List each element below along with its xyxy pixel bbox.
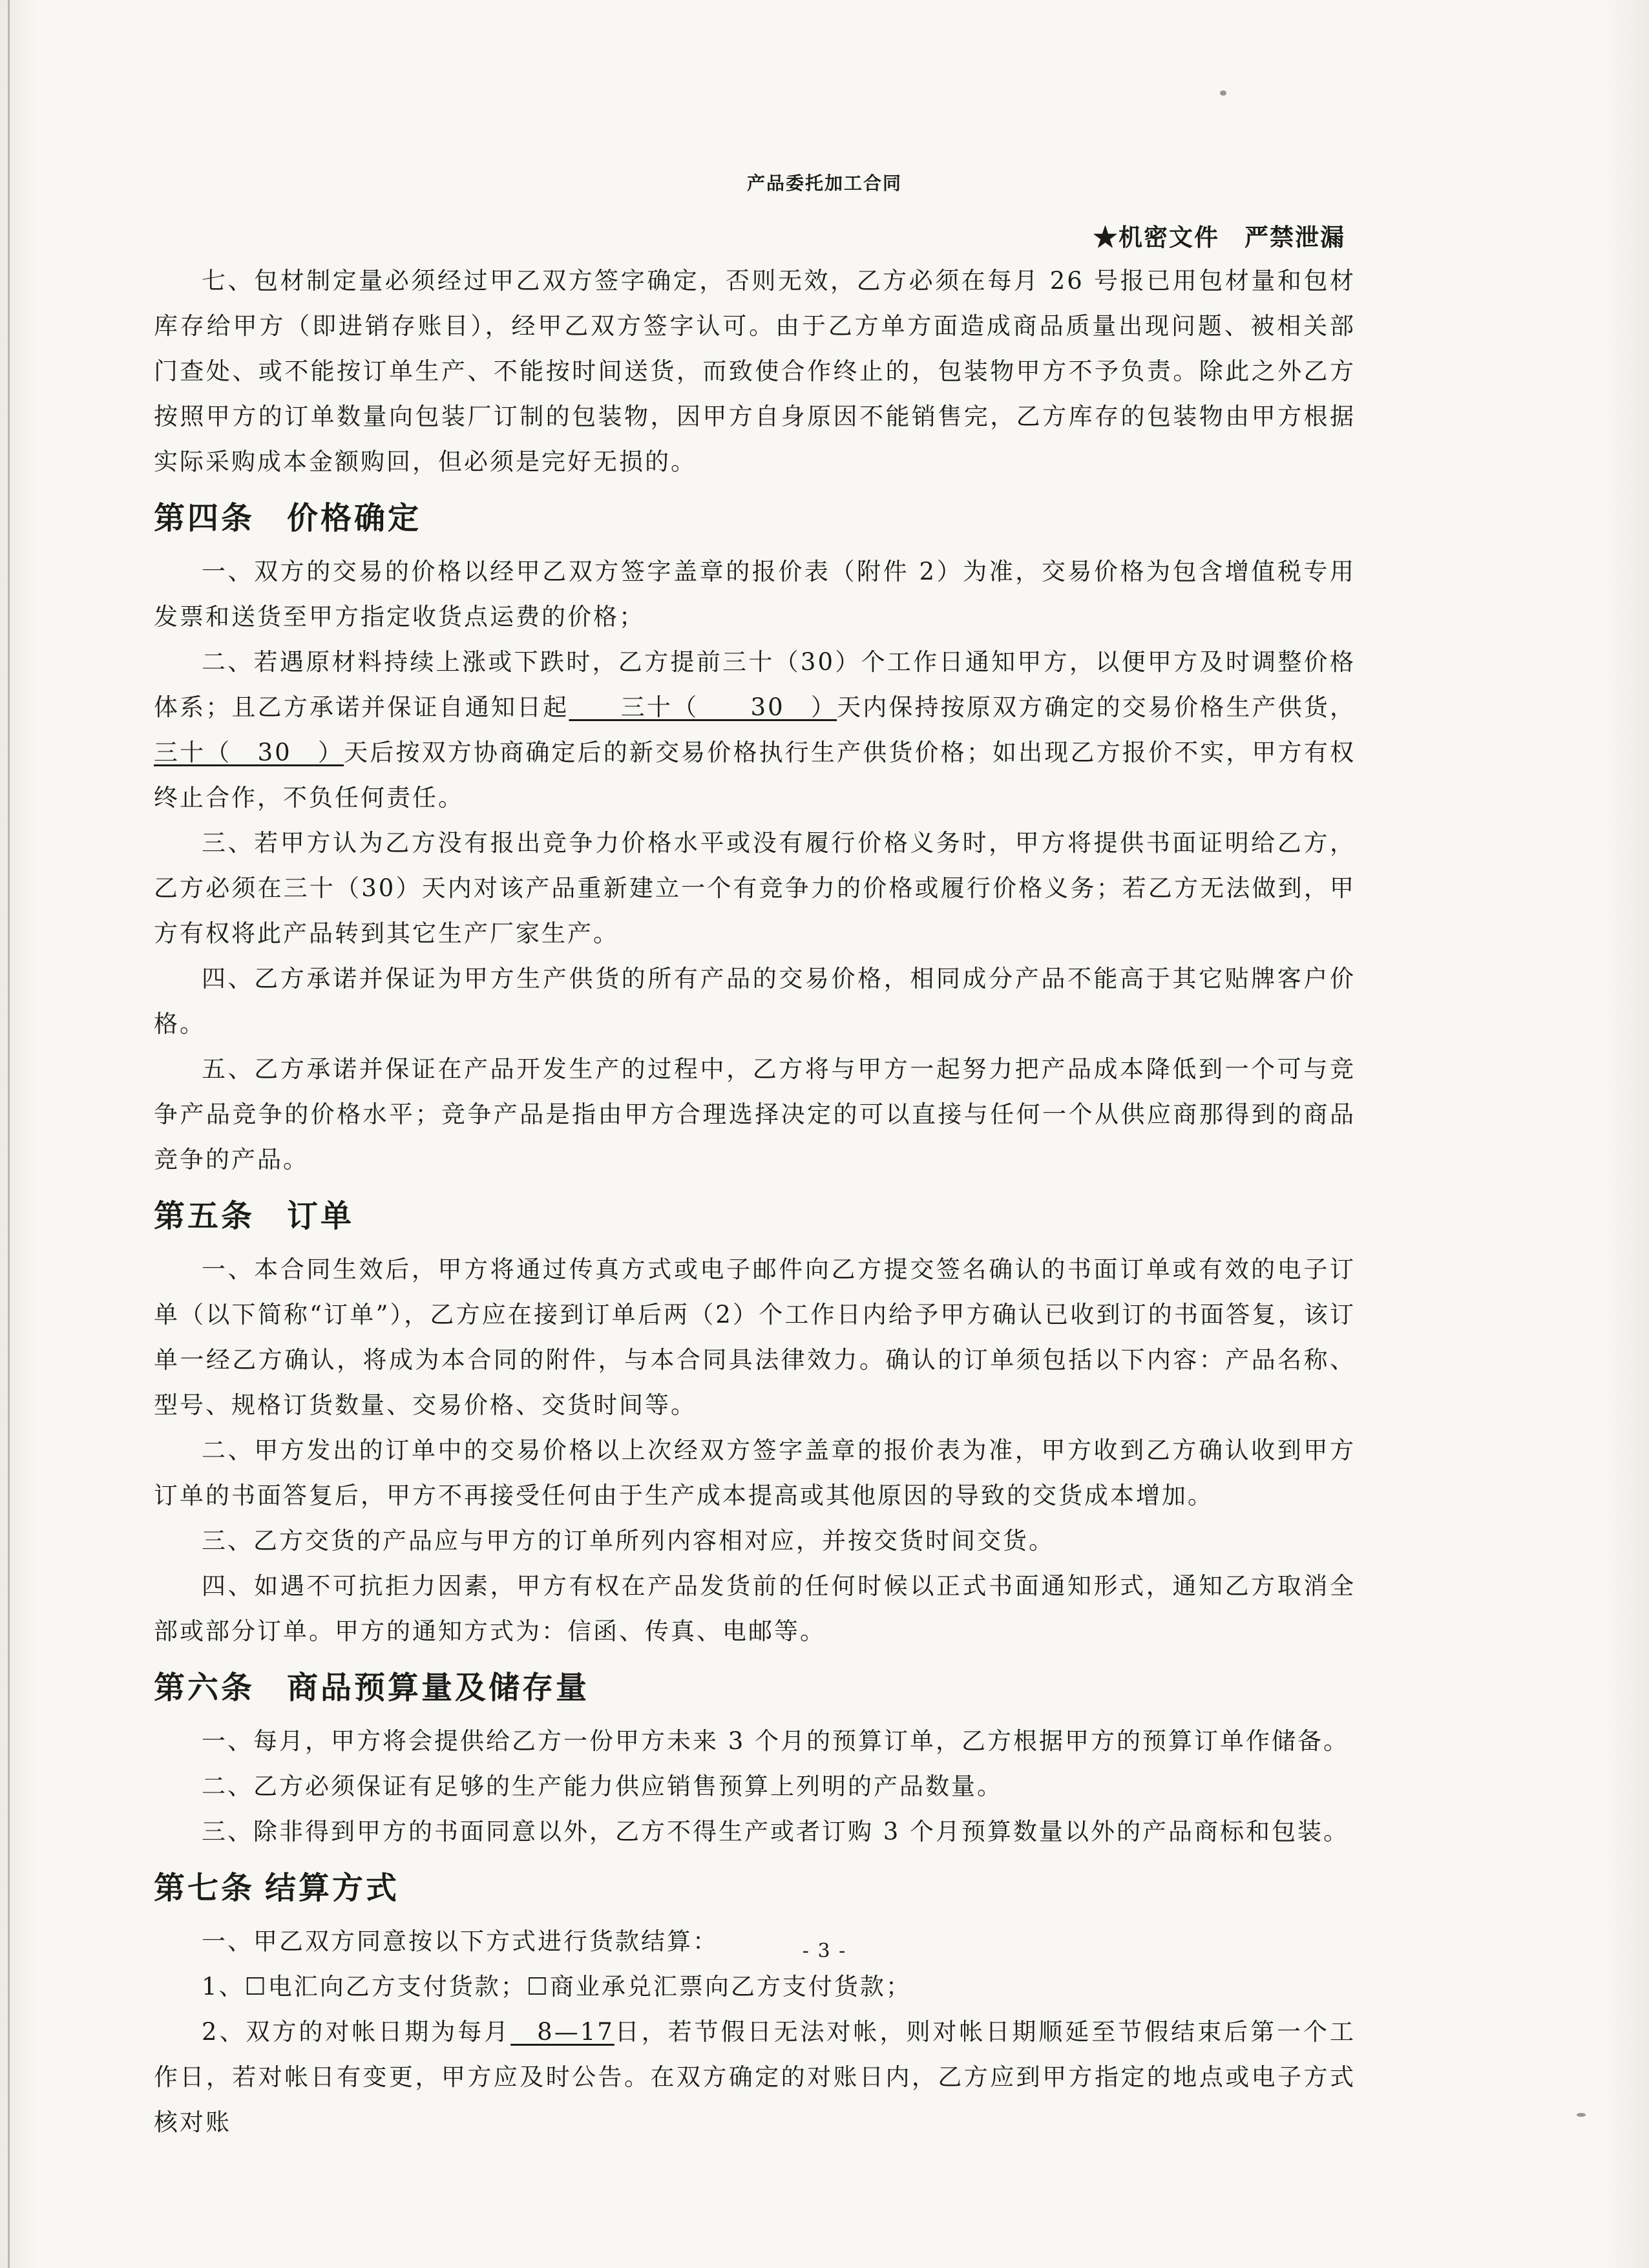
article7-clause2: 1、☐电汇向乙方支付货款；☐商业承兑汇票向乙方支付货款； (202, 1973, 912, 2000)
article4-clause3: 三、若甲方认为乙方没有报出竞争力价格水平或没有履行价格义务时，甲方将提供书面证明给乙方，乙方必须在三十（30）天内对该产品重新建立一个有竞争力的价格或履行价格义务；若乙方无法做到，甲方有权将此产品转到其它生产厂家生产。 (154, 829, 1356, 947)
article4-title: 价格确定 (287, 500, 422, 536)
article7-heading (154, 1862, 1356, 1914)
contract-body (154, 258, 1356, 2145)
article7-clause1: 一、甲乙双方同意按以下方式进行货款结算： (202, 1927, 719, 1955)
article4-clause1: 一、双方的交易的价格以经甲乙双方签字盖章的报价表（附件 2）为准，交易价格为包含增值税专用发票和送货至甲方指定收货点运费的价格； (154, 558, 1356, 631)
article5-title: 订单 (287, 1198, 355, 1234)
article5-clause4: 四、如遇不可抗拒力因素，甲方有权在产品发货前的任何时候以正式书面通知形式，通知乙方取消全部或部分订单。甲方的通知方式为：信函、传真、电邮等。 (154, 1572, 1356, 1645)
article7-reconcile-date: 8—17 (510, 2018, 614, 2046)
page-binding-edge (8, 0, 10, 2268)
article6-clause3: 三、除非得到甲方的书面同意以外，乙方不得生产或者订购 3 个月预算数量以外的产品商标和包装。 (202, 1818, 1350, 1845)
article7-clause3-text-a: 2、双方的对帐日期为每月 (202, 2018, 511, 2046)
article5-clause2: 二、甲方发出的订单中的交易价格以上次经双方签字盖章的报价表为准，甲方收到乙方确认收到甲方订单的书面答复后，甲方不再接受任何由于生产成本提高或其他原因的导致的交货成本增加。 (154, 1436, 1356, 1509)
article4-clause4: 四、乙方承诺并保证为甲方生产供货的所有产品的交易价格，相同成分产品不能高于其它贴牌客户价格。 (154, 965, 1356, 1038)
article5-number: 第五条 (154, 1198, 255, 1234)
document-title: 产品委托加工合同 (746, 173, 902, 194)
scan-speck (1577, 2113, 1586, 2117)
article4-heading (154, 492, 1356, 544)
article6-clause1: 一、每月，甲方将会提供给乙方一份甲方未来 3 个月的预算订单，乙方根据甲方的预算订单作储备。 (202, 1727, 1350, 1755)
article4-clause2-text-a: 二、若遇原材料持续上涨或下跌时，乙方提前三十（30）个工作日通知甲方，以便甲方及时调整价格体系；且乙方承诺并保证自通知日起 (154, 648, 1356, 721)
article6-title: 商品预算量及储存量 (287, 1670, 590, 1706)
article4-clause5: 五、乙方承诺并保证在产品开发生产的过程中，乙方将与甲方一起努力把产品成本降低到一个可与竞争产品竞争的价格水平；竞争产品是指由甲方合理选择决定的可以直接与任何一个从供应商那得到的商品竞争的产品。 (154, 1055, 1356, 1173)
section3-clause7: 七、包材制定量必须经过甲乙双方签字确定，否则无效，乙方必须在每月 26 号报已用包材量和包材库存给甲方（即进销存账目），经甲乙双方签字认可。由于乙方单方面造成商品质量出现问题、被相关部门查处、或不能按订单生产、不能按时间送货，而致使合作终止的，包装物甲方不予负责。除此之外乙方按照甲方的订单数量向包装厂订制的包装物，因甲方自身原因不能销售完，乙方库存的包装物由甲方根据实际采购成本金额购回，但必须是完好无损的。 (154, 267, 1356, 476)
article4-clause2-blank-1: 三十（ 30 ） (569, 693, 837, 721)
article4-number: 第四条 (154, 500, 255, 536)
page-number: - 3 - (802, 1940, 847, 1962)
scan-speck (1220, 90, 1226, 96)
article4-clause2 (154, 640, 1356, 821)
article7-title: 结算方式 (265, 1870, 400, 1906)
article4-clause2-text-b: 天内保持按原双方确定的交易价格生产供货， (837, 693, 1356, 721)
confidential-mark: ★机密文件 严禁泄漏 (1093, 223, 1345, 251)
article4-clause2-blank-2: 三十（ 30 ） (154, 739, 344, 766)
article5-heading (154, 1190, 1356, 1242)
article7-clause3-text-b: 日，若节假日无法对帐，则对帐日期顺延至节假结束后第一个工作日，若对帐日有变更，甲方应及时公告。在双方确定的对账日内，乙方应到甲方指定的地点或电子方式核对账 (154, 2018, 1356, 2136)
article6-heading (154, 1662, 1356, 1714)
article7-number: 第七条 (154, 1870, 255, 1906)
article5-clause1: 一、本合同生效后，甲方将通过传真方式或电子邮件向乙方提交签名确认的书面订单或有效的电子订单（以下简称“订单”），乙方应在接到订单后两（2）个工作日内给予甲方确认已收到订的书面答复，该订单一经乙方确认，将成为本合同的附件，与本合同具法律效力。确认的订单须包括以下内容：产品名称、型号、规格订货数量、交易价格、交货时间等。 (154, 1255, 1356, 1419)
article6-number: 第六条 (154, 1670, 255, 1706)
article6-clause2: 二、乙方必须保证有足够的生产能力供应销售预算上列明的产品数量。 (202, 1772, 1003, 1800)
article4-clause2-text-c: 天后按双方协商确定后的新交易价格执行生产供货价格；如出现乙方报价不实，甲方有权终止合作，不负任何责任。 (154, 739, 1356, 812)
article5-clause3: 三、乙方交货的产品应与甲方的订单所列内容相对应，并按交货时间交货。 (202, 1527, 1055, 1555)
article7-clause3 (154, 2010, 1356, 2145)
